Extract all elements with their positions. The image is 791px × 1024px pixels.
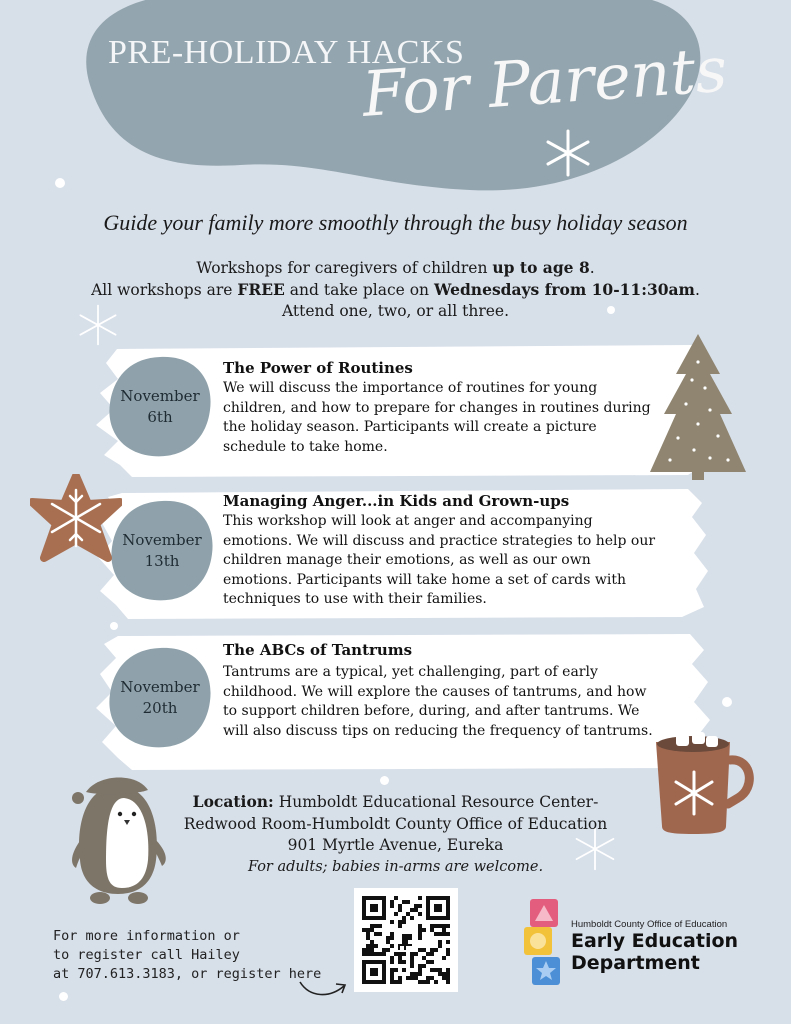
logo-org-name: Humboldt County Office of Education xyxy=(571,919,728,930)
qr-module xyxy=(418,964,422,968)
logo-dept-line: Early Education xyxy=(571,930,739,952)
qr-module xyxy=(438,944,442,948)
location-label: Location: xyxy=(192,792,274,811)
qr-module xyxy=(370,948,374,952)
info-age: up to age 8 xyxy=(492,258,590,277)
qr-module xyxy=(398,980,402,984)
qr-module xyxy=(410,964,414,968)
qr-module xyxy=(446,940,450,944)
title-line-2: For Parents xyxy=(360,32,730,131)
date-day: 13th xyxy=(144,552,180,570)
qr-module xyxy=(414,908,418,912)
qr-module xyxy=(434,968,438,972)
qr-module xyxy=(438,932,442,936)
qr-module xyxy=(426,980,430,984)
qr-module xyxy=(414,952,418,956)
info-text: and take place on xyxy=(284,281,434,299)
qr-module xyxy=(390,960,394,964)
qr-module xyxy=(414,976,418,980)
qr-module xyxy=(422,928,426,932)
qr-module xyxy=(362,952,366,956)
snow-dot xyxy=(722,697,732,707)
date-badge xyxy=(108,499,216,603)
qr-module xyxy=(430,924,434,928)
logo-dept-name xyxy=(571,930,738,974)
info-text: . xyxy=(589,259,595,277)
qr-module xyxy=(438,940,442,944)
contact-line: to register call Hailey xyxy=(53,947,240,963)
workshop-card-1 xyxy=(92,345,712,477)
qr-module xyxy=(418,972,422,976)
qr-module xyxy=(430,976,434,980)
qr-module xyxy=(438,972,442,976)
location-address: 901 Myrtle Avenue, Eureka xyxy=(287,836,504,854)
qr-module xyxy=(390,920,394,924)
blocks-logo-icon xyxy=(522,897,566,987)
qr-module xyxy=(418,924,422,928)
qr-module xyxy=(394,912,398,916)
qr-module xyxy=(410,956,414,960)
qr-module xyxy=(418,928,422,932)
qr-module xyxy=(430,968,434,972)
qr-module xyxy=(434,948,438,952)
qr-module xyxy=(442,924,446,928)
qr-module xyxy=(382,952,386,956)
qr-module xyxy=(390,932,394,936)
qr-module xyxy=(362,928,366,932)
qr-module xyxy=(398,904,402,908)
qr-module xyxy=(430,948,434,952)
qr-module xyxy=(438,968,442,972)
contact-line: at 707.613.3183, or register here xyxy=(53,966,322,982)
christmas-tree-icon xyxy=(648,332,748,482)
qr-module xyxy=(398,956,402,960)
location-note: For adults; babies in-arms are welcome. xyxy=(247,858,544,875)
qr-module xyxy=(410,976,414,980)
qr-module xyxy=(366,944,370,948)
qr-module xyxy=(426,960,430,964)
date-month: November xyxy=(122,531,202,549)
logo-dept-line: Department xyxy=(571,952,700,974)
qr-module xyxy=(390,904,394,908)
qr-module xyxy=(418,932,422,936)
date-month: November xyxy=(120,678,200,696)
snow-dot xyxy=(380,776,389,785)
qr-module xyxy=(370,928,374,932)
qr-module xyxy=(418,912,422,916)
qr-module xyxy=(366,948,370,952)
qr-module xyxy=(418,948,422,952)
qr-module xyxy=(394,952,398,956)
qr-module xyxy=(386,936,390,940)
qr-module xyxy=(394,968,398,972)
qr-module xyxy=(402,920,406,924)
qr-module xyxy=(422,956,426,960)
qr-module xyxy=(390,976,394,980)
qr-module xyxy=(434,924,438,928)
info-attend: Attend one, two, or all three. xyxy=(281,302,510,320)
qr-module xyxy=(446,952,450,956)
arrow-icon xyxy=(298,974,350,1000)
contact-block xyxy=(53,927,321,984)
qr-module xyxy=(378,952,382,956)
qr-module xyxy=(446,948,450,952)
qr-module xyxy=(410,960,414,964)
qr-module xyxy=(414,904,418,908)
workshop-description: We will discuss the importance of routines for young children, and how to prepare for changes in routines during the holiday season. Participants will create a picture schedule to take home. xyxy=(223,380,651,455)
qr-module xyxy=(410,972,414,976)
info-text: All workshops are xyxy=(91,281,238,299)
qr-module xyxy=(390,956,394,960)
workshop-description: This workshop will look at anger and accompanying emotions. We will discuss and practice strategies to help our children manage their emotions, as well as our own emotions. Participants will take home a set of cards with techniques to use with their families. xyxy=(223,513,656,607)
qr-module xyxy=(394,896,398,900)
qr-module xyxy=(366,928,370,932)
qr-module xyxy=(446,968,450,972)
info-text: . xyxy=(694,281,700,299)
qr-module xyxy=(402,900,406,904)
subtitle: Guide your family more smoothly through the busy holiday season xyxy=(103,210,688,235)
qr-module xyxy=(434,980,438,984)
qr-module xyxy=(370,924,374,928)
qr-module xyxy=(398,924,402,928)
info-time: Wednesdays from 10-11:30am xyxy=(433,280,695,299)
qr-module xyxy=(446,980,450,984)
qr-module xyxy=(446,976,450,980)
qr-module xyxy=(366,936,370,940)
qr-module xyxy=(374,952,378,956)
qr-module xyxy=(386,940,390,944)
qr-module xyxy=(394,980,398,984)
qr-module xyxy=(390,936,394,940)
date-day: 20th xyxy=(142,699,178,717)
info-text: Workshops for caregivers of children xyxy=(196,259,493,277)
qr-module xyxy=(398,920,402,924)
qr-module xyxy=(366,932,370,936)
workshop-title: The Power of Routines xyxy=(223,359,413,377)
workshop-description: Tantrums are a typical, yet challenging, part of early childhood. We will explore the causes of tantrums, and how to support children before, during, and after tantrums. We will also discuss tips on reducing the frequency of tantrums. xyxy=(223,664,653,739)
location-line: Humboldt Educational Resource Center- xyxy=(273,793,599,811)
workshop-info xyxy=(0,257,791,322)
qr-module xyxy=(378,932,382,936)
qr-module xyxy=(422,948,426,952)
qr-module xyxy=(374,932,378,936)
qr-module xyxy=(418,936,422,940)
qr-module xyxy=(418,896,422,900)
qr-module xyxy=(418,968,422,972)
qr-module xyxy=(386,948,390,952)
qr-module xyxy=(390,968,394,972)
qr-module xyxy=(442,932,446,936)
qr-module xyxy=(438,924,442,928)
date-day: 6th xyxy=(147,408,173,426)
qr-module xyxy=(430,960,434,964)
qr-module xyxy=(442,956,446,960)
title-line-1: PRE-HOLIDAY HACKS xyxy=(108,34,465,71)
workshop-card-3 xyxy=(92,632,712,770)
workshop-title: Managing Anger...in Kids and Grown-ups xyxy=(223,492,570,510)
qr-module xyxy=(378,924,382,928)
date-month: November xyxy=(120,387,200,405)
qr-module xyxy=(410,916,414,920)
qr-module xyxy=(446,932,450,936)
qr-module xyxy=(410,908,414,912)
qr-module xyxy=(406,976,410,980)
qr-module xyxy=(398,960,402,964)
qr-module xyxy=(434,932,438,936)
workshop-title: The ABCs of Tantrums xyxy=(223,641,413,659)
qr-module xyxy=(410,952,414,956)
qr-module xyxy=(402,968,406,972)
gingerbread-cookie-icon xyxy=(30,474,122,572)
qr-module xyxy=(398,908,402,912)
qr-module xyxy=(390,980,394,984)
qr-module xyxy=(422,980,426,984)
qr-module xyxy=(374,944,378,948)
date-badge xyxy=(106,646,214,750)
registration-qr-code[interactable] xyxy=(354,888,458,992)
snow-dot xyxy=(55,178,65,188)
qr-module xyxy=(402,916,406,920)
info-free: FREE xyxy=(237,280,285,299)
qr-module xyxy=(418,904,422,908)
qr-module xyxy=(398,976,402,980)
location-block xyxy=(0,791,791,878)
date-badge xyxy=(106,355,214,459)
qr-module xyxy=(442,976,446,980)
snowflake-icon xyxy=(543,128,593,178)
qr-module xyxy=(442,928,446,932)
qr-module xyxy=(370,940,374,944)
qr-module xyxy=(418,980,422,984)
qr-module xyxy=(366,952,370,956)
snow-dot xyxy=(59,992,68,1001)
qr-module xyxy=(406,912,410,916)
qr-module xyxy=(430,928,434,932)
qr-module xyxy=(446,972,450,976)
qr-module xyxy=(414,972,418,976)
qr-module xyxy=(426,952,430,956)
qr-module xyxy=(398,952,402,956)
workshop-card-2 xyxy=(92,487,712,619)
qr-module xyxy=(402,952,406,956)
qr-module xyxy=(402,960,406,964)
qr-module xyxy=(426,976,430,980)
qr-module xyxy=(370,952,374,956)
qr-module xyxy=(422,964,426,968)
qr-module xyxy=(430,952,434,956)
qr-center-mark xyxy=(398,934,412,950)
contact-line: For more information or xyxy=(53,928,240,944)
qr-module xyxy=(370,944,374,948)
qr-module xyxy=(374,924,378,928)
qr-module xyxy=(406,900,410,904)
qr-module xyxy=(390,900,394,904)
qr-pattern xyxy=(354,888,458,992)
qr-module xyxy=(390,972,394,976)
snow-dot xyxy=(110,622,118,630)
qr-module xyxy=(446,924,450,928)
location-line: Redwood Room-Humboldt County Office of Education xyxy=(183,814,608,833)
qr-module xyxy=(382,948,386,952)
qr-module xyxy=(442,972,446,976)
qr-module xyxy=(362,948,366,952)
qr-module xyxy=(390,944,394,948)
